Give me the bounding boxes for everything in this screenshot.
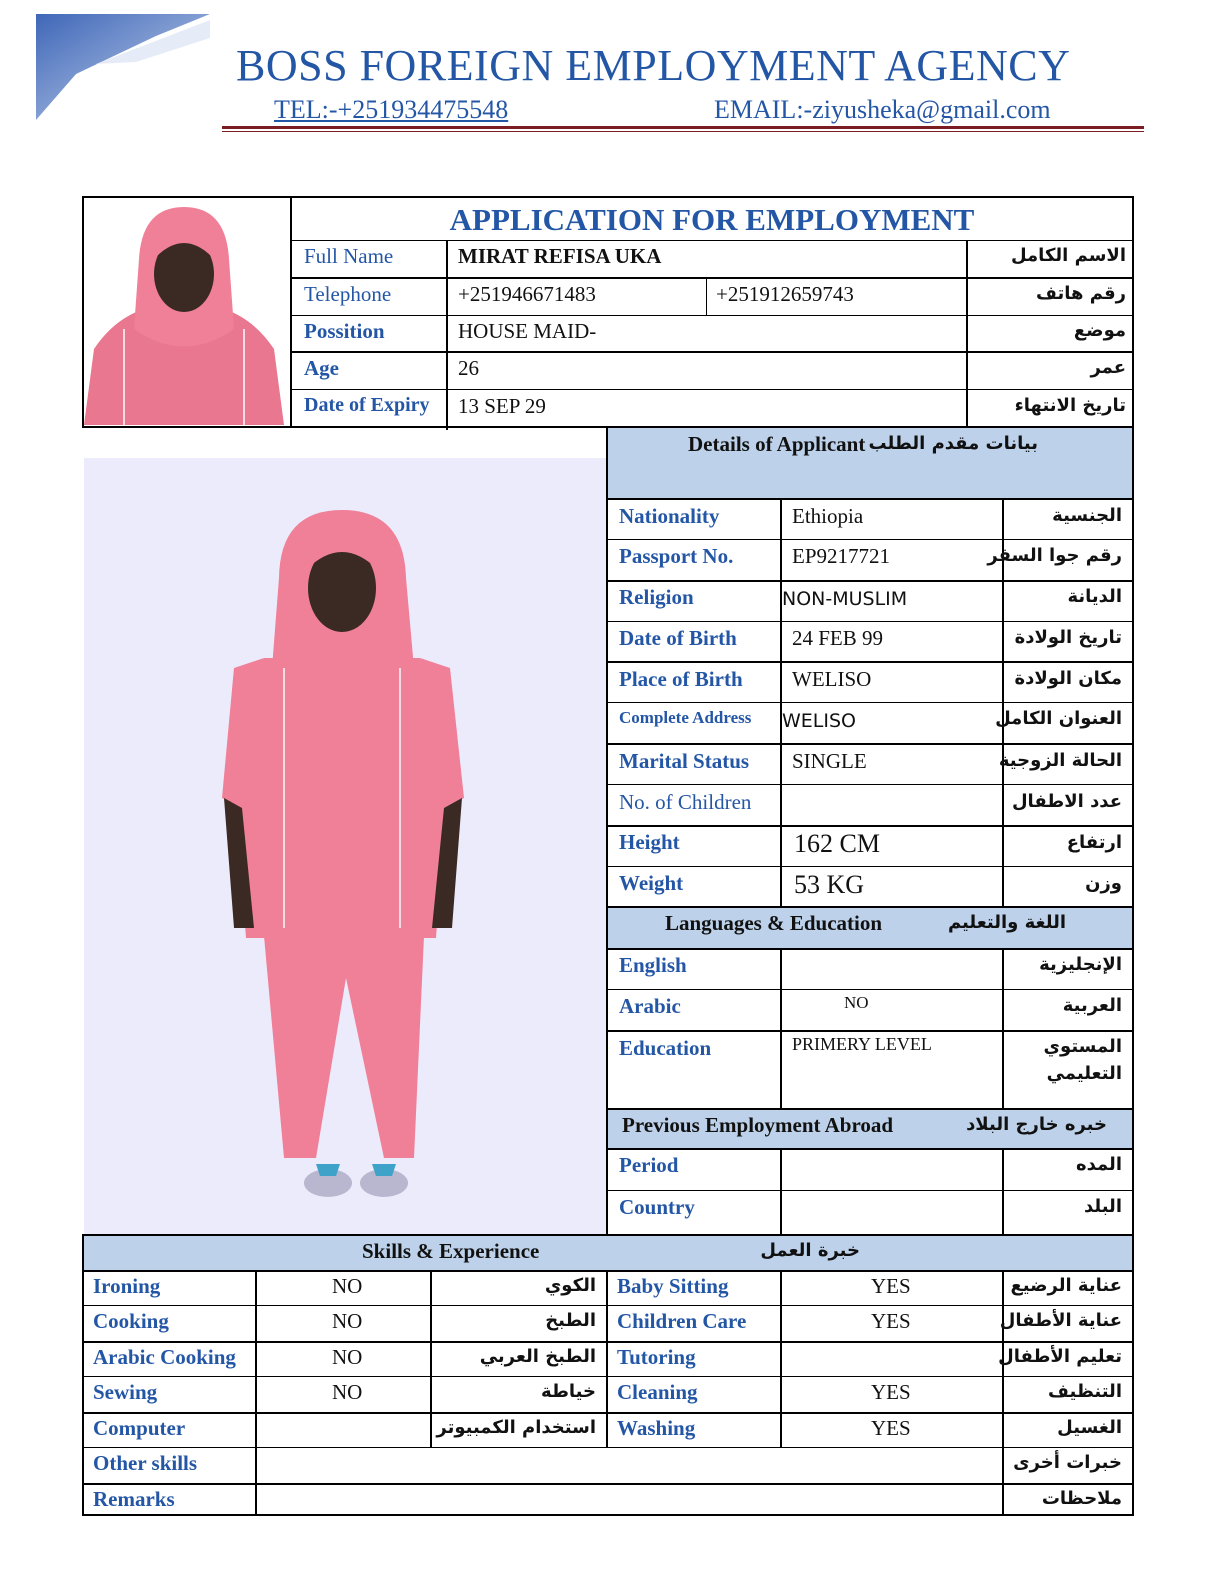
skill-children-care-value: YES [871, 1309, 911, 1333]
value-marital-status: SINGLE [792, 749, 867, 773]
skill-ironing-label: Ironing [93, 1274, 161, 1298]
label-complete-address: Complete Address [619, 708, 752, 727]
value-weight: 53 KG [794, 870, 865, 899]
agency-telephone[interactable]: TEL:-+251934475548 [274, 95, 509, 124]
other-skills-label: Other skills [93, 1451, 198, 1475]
value-date-of-birth: 24 FEB 99 [792, 626, 884, 650]
value-arabic: NO [844, 993, 869, 1012]
value-telephone-1: +251946671483 [458, 282, 596, 306]
ar-arabic: العربية [1062, 995, 1122, 1016]
label-age: Age [304, 356, 339, 380]
skill-ironing-ar: الكوي [544, 1275, 596, 1296]
skill-tutoring-label: Tutoring [617, 1345, 696, 1369]
form-title: APPLICATION FOR EMPLOYMENT [449, 202, 975, 237]
label-telephone: Telephone [304, 282, 392, 306]
languages-heading-ar: اللغة والتعليم [947, 912, 1066, 933]
value-education: PRIMERY LEVEL [792, 1034, 932, 1054]
label-height: Height [619, 830, 680, 854]
details-heading-ar: بيانات مقدم الطلب [868, 433, 1038, 454]
header-rule [222, 126, 1144, 129]
agency-logo [36, 14, 210, 120]
value-nationality: Ethiopia [792, 504, 864, 528]
ar-no-of-children: عدد الاطفال [1011, 791, 1122, 812]
ar-weight: وزن [1085, 873, 1122, 894]
skill-ironing-value: NO [332, 1274, 363, 1298]
skill-arabic-cooking-label: Arabic Cooking [93, 1345, 236, 1369]
label-arabic: Arabic [619, 994, 681, 1018]
skill-baby-sitting-label: Baby Sitting [617, 1274, 729, 1298]
value-place-of-birth: WELISO [792, 667, 872, 691]
value-position: HOUSE MAID- [458, 319, 597, 343]
ar-education: المستوي [1043, 1036, 1122, 1057]
label-religion: Religion [619, 585, 694, 609]
value-age: 26 [458, 356, 479, 380]
skill-baby-sitting-value: YES [871, 1274, 911, 1298]
previous-heading: Previous Employment Abroad [622, 1113, 894, 1137]
label-education: Education [619, 1036, 712, 1060]
ar-period: المده [1075, 1154, 1122, 1175]
label-english: English [619, 953, 687, 977]
ar-position: موضع [1073, 320, 1126, 341]
skill-washing-label: Washing [617, 1416, 696, 1440]
ar-marital-status: الحالة الزوجية [998, 750, 1122, 771]
applicant-full-photo [84, 458, 606, 1234]
value-telephone-2: +251912659743 [716, 282, 854, 306]
skill-cleaning-value: YES [871, 1380, 911, 1404]
skill-sewing-ar: خياطة [541, 1381, 596, 1402]
skill-cooking-ar: الطبخ [545, 1310, 596, 1331]
ar-education-2: التعليمي [1046, 1063, 1122, 1084]
details-heading: Details of Applicant [688, 432, 866, 456]
skill-sewing-label: Sewing [93, 1380, 158, 1404]
label-date-of-expiry: Date of Expiry [304, 394, 430, 416]
label-full-name: Full Name [304, 244, 394, 268]
ar-full-name: الاسم الكامل [1010, 245, 1126, 266]
languages-heading: Languages & Education [665, 911, 883, 935]
skill-cooking-value: NO [332, 1309, 363, 1333]
skill-washing-value: YES [871, 1416, 911, 1440]
label-position: Possition [304, 319, 385, 343]
remarks-label: Remarks [93, 1487, 175, 1511]
ar-country: البلد [1083, 1196, 1122, 1217]
ar-place-of-birth: مكان الولادة [1014, 668, 1122, 689]
skill-sewing-value: NO [332, 1380, 363, 1404]
skill-children-care-label: Children Care [617, 1309, 747, 1333]
label-passport: Passport No. [619, 544, 734, 568]
label-nationality: Nationality [619, 504, 720, 528]
ar-date-of-birth: تاريخ الولادة [1014, 627, 1122, 648]
label-country: Country [619, 1195, 695, 1219]
skill-arabic-cooking-ar: الطبخ العربي [479, 1346, 596, 1367]
skill-arabic-cooking-value: NO [332, 1345, 363, 1369]
ar-english: الإنجليزية [1039, 954, 1122, 975]
other-skills-ar: خبرات أخرى [1013, 1452, 1122, 1473]
value-full-name: MIRAT REFISA UKA [458, 244, 662, 268]
skill-cleaning-label: Cleaning [617, 1380, 698, 1404]
label-period: Period [619, 1153, 679, 1177]
agency-name: BOSS FOREIGN EMPLOYMENT AGENCY [236, 41, 1071, 90]
previous-heading-ar: خبره خارج البلاد [966, 1114, 1107, 1135]
skill-children-care-ar: عناية الأطفال [999, 1310, 1122, 1331]
agency-email: EMAIL:-ziyusheka@gmail.com [714, 95, 1051, 124]
remarks-ar: ملاحظات [1041, 1488, 1122, 1509]
skill-computer-ar: استخدام الكمبيوتر [436, 1417, 596, 1438]
ar-age: عمر [1090, 357, 1126, 378]
skill-baby-sitting-ar: عناية الرضيع [1010, 1275, 1122, 1296]
skill-tutoring-ar: تعليم الأطفال [998, 1346, 1122, 1367]
value-passport: EP9217721 [792, 544, 891, 568]
skills-table-frame [82, 1234, 1134, 1516]
value-complete-address: WELISO [782, 710, 856, 732]
ar-telephone: رقم هاتف [1036, 283, 1126, 304]
label-place-of-birth: Place of Birth [619, 667, 743, 691]
header-rule-thin [222, 131, 1144, 132]
label-no-of-children: No. of Children [619, 790, 752, 814]
skill-cooking-label: Cooking [93, 1309, 169, 1333]
value-religion: NON-MUSLIM [782, 588, 908, 610]
skill-washing-ar: الغسيل [1057, 1417, 1122, 1438]
value-height: 162 CM [794, 829, 880, 858]
ar-date-of-expiry: تاريخ الانتهاء [1014, 395, 1126, 416]
ar-nationality: الجنسية [1052, 505, 1122, 526]
ar-complete-address: العنوان الكامل [995, 708, 1122, 729]
skill-computer-label: Computer [93, 1416, 186, 1440]
value-date-of-expiry: 13 SEP 29 [458, 394, 546, 418]
label-marital-status: Marital Status [619, 749, 750, 773]
label-weight: Weight [619, 871, 684, 895]
ar-passport: رقم جوا السفر [987, 545, 1122, 566]
ar-religion: الديانة [1067, 586, 1122, 607]
ar-height: ارتفاع [1066, 832, 1122, 853]
skills-heading-ar: خبرة العمل [760, 1240, 860, 1261]
skill-cleaning-ar: التنظيف [1048, 1381, 1122, 1402]
label-date-of-birth: Date of Birth [619, 626, 737, 650]
skills-heading: Skills & Experience [362, 1239, 540, 1263]
